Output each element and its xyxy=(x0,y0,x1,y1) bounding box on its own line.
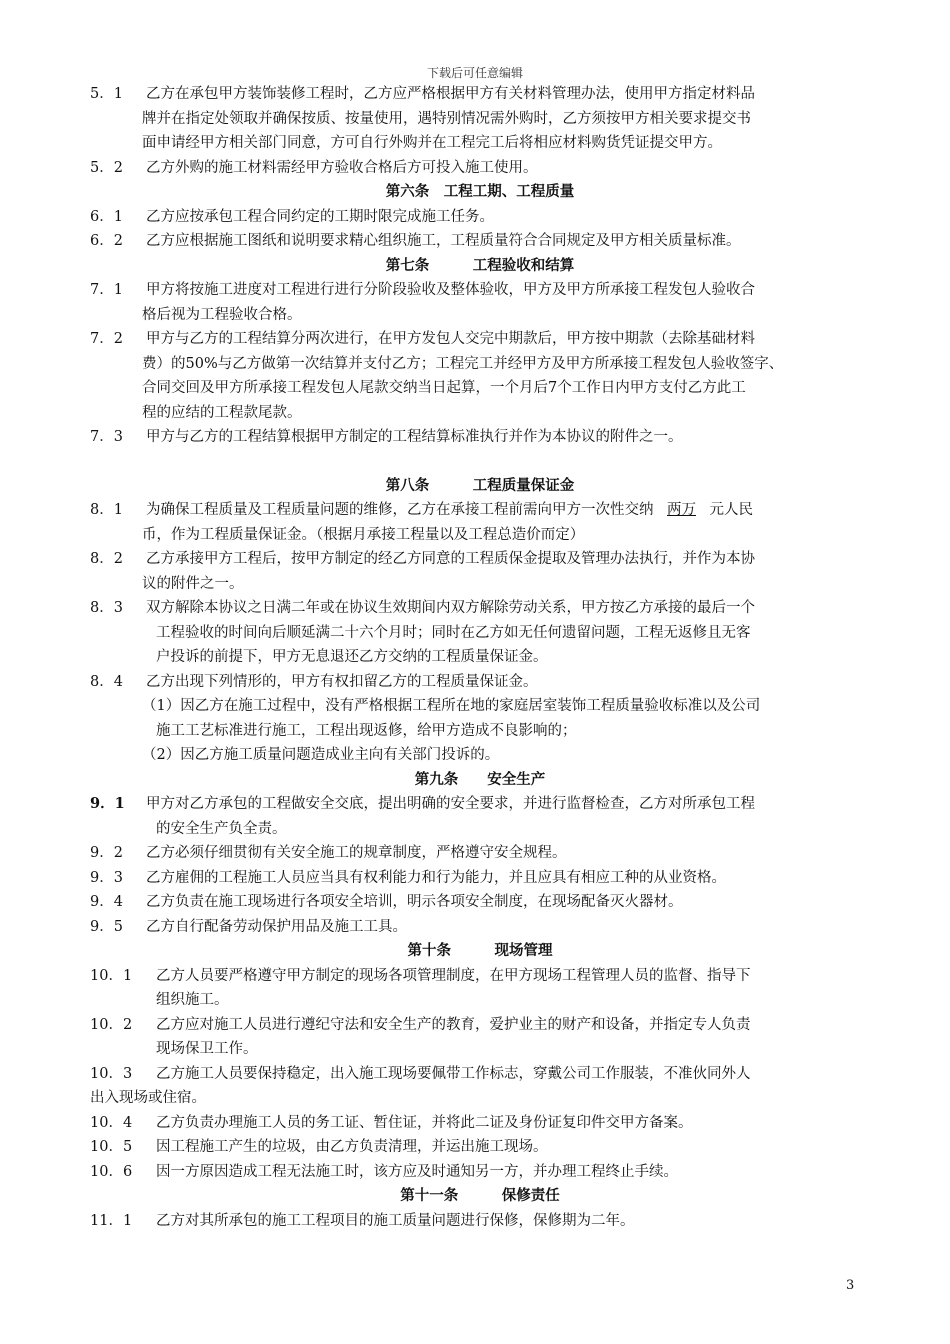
document-body xyxy=(90,82,870,1233)
clause-number: 10．5 xyxy=(90,1139,133,1155)
page-number: 3 xyxy=(846,1278,855,1293)
clause-text: 乙方对其所承包的施工工程项目的施工质量问题进行保修，保修期为二年。 xyxy=(156,1212,635,1229)
spacer xyxy=(90,450,870,474)
article-6-title: 第六条 工程工期、工程质量 xyxy=(385,184,575,200)
clause-7-3 xyxy=(90,425,870,450)
clause-10-3 xyxy=(90,1062,870,1087)
clause-number: 5．2 xyxy=(90,159,123,176)
clause-text-line: 工程验收的时间向后顺延满二十六个月时；同时在乙方如无任何遗留问题，工程无返修且无客 xyxy=(156,624,751,641)
clause-8-1 xyxy=(90,498,870,523)
clause-text: 为确保工程质量及工程质量问题的维修，乙方在承接工程前需向甲方一次性交纳 xyxy=(146,502,654,518)
clause-text-line: 出入现场或住宿。 xyxy=(90,1090,206,1106)
clause-text: 乙方应对施工人员进行遵纪守法和安全生产的教育，爱护业主的财产和设备，并指定专人负责 xyxy=(156,1016,751,1033)
clause-number: 5．1 xyxy=(90,86,123,102)
clause-8-2 xyxy=(90,547,870,572)
clause-7-2 xyxy=(90,327,870,352)
clause-text-line: 议的附件之一。 xyxy=(142,575,244,592)
clause-10-6 xyxy=(90,1160,870,1185)
article-8-title: 第八条 工程质量保证金 xyxy=(385,477,575,494)
article-11-title: 第十一条 保修责任 xyxy=(400,1188,560,1204)
sub-item-1: （1）因乙方在施工过程中，没有严格根据工程所在地的家庭居室装饰工程质量验收标准以及公司 xyxy=(142,698,761,714)
clause-number: 6．2 xyxy=(90,233,123,249)
clause-text-line: 程的应结的工程款尾款。 xyxy=(142,404,302,421)
clause-text: 乙方出现下列情形的，甲方有权扣留乙方的工程质量保证金。 xyxy=(146,673,538,690)
clause-text-line: 的安全生产负全责。 xyxy=(156,820,287,837)
clause-10-4 xyxy=(90,1111,870,1136)
clause-10-5 xyxy=(90,1135,870,1160)
clause-text-line: 牌并在指定处领取并确保按质、按量使用，遇特别情况需外购时，乙方须按甲方相关要求提交书 xyxy=(142,110,751,127)
clause-number: 10．1 xyxy=(90,967,133,984)
clause-text: 乙方负责办理施工人员的务工证、暂住证，并将此二证及身份证复印件交甲方备案。 xyxy=(156,1114,693,1131)
clause-text: 甲方与乙方的工程结算根据甲方制定的工程结算标准执行并作为本协议的附件之一。 xyxy=(146,429,683,445)
article-10-title: 第十条 现场管理 xyxy=(407,943,553,959)
clause-9-2 xyxy=(90,841,870,866)
clause-number: 7．3 xyxy=(90,429,123,445)
clause-text: 乙方必须仔细贯彻有关安全施工的规章制度，严格遵守安全规程。 xyxy=(146,845,567,861)
clause-5-1 xyxy=(90,82,870,107)
clause-number: 8．4 xyxy=(90,673,123,690)
clause-text-line: 现场保卫工作。 xyxy=(156,1041,258,1057)
clause-text-line: 费）的50%与乙方做第一次结算并支付乙方；工程完工并经甲方及甲方所承接工程发包人验收签字、 xyxy=(142,355,784,372)
clause-number: 11．1 xyxy=(90,1212,133,1229)
clause-text: 乙方人员要严格遵守甲方制定的现场各项管理制度，在甲方现场工程管理人员的监督、指导下 xyxy=(156,967,751,984)
clause-text: 甲方与乙方的工程结算分两次进行，在甲方发包人交完中期款后，甲方按中期款（去除基础材料 xyxy=(146,331,755,347)
clause-text: 甲方对乙方承包的工程做安全交底，提出明确的安全要求，并进行监督检查，乙方对所承包工程 xyxy=(146,796,755,812)
clause-8-4 xyxy=(90,670,870,695)
clause-number: 9．5 xyxy=(90,918,123,935)
clause-text: 甲方将按施工进度对工程进行进行分阶段验收及整体验收，甲方及甲方所承接工程发包人验收合 xyxy=(146,282,755,298)
article-9-title: 第九条 安全生产 xyxy=(414,771,546,788)
clause-number: 7．2 xyxy=(90,331,123,347)
clause-9-3 xyxy=(90,866,870,891)
clause-text-line: 格后视为工程验收合格。 xyxy=(142,306,302,323)
clause-text: 乙方承接甲方工程后，按甲方制定的经乙方同意的工程质保金提取及管理办法执行，并作为本协 xyxy=(146,551,755,567)
clause-text: 乙方施工人员要保持稳定，出入施工现场要佩带工作标志，穿戴公司工作服装，不准伙同外人 xyxy=(156,1065,751,1082)
clause-number: 8．1 xyxy=(90,502,123,518)
clause-text: 元人民 xyxy=(709,502,753,518)
sub-item-2: （2）因乙方施工质量问题造成业主向有关部门投诉的。 xyxy=(142,747,500,763)
clause-text: 乙方应根据施工图纸和说明要求精心组织施工，工程质量符合合同规定及甲方相关质量标准。 xyxy=(146,233,741,249)
clause-number: 9．4 xyxy=(90,894,123,910)
clause-text: 乙方在承包甲方装饰装修工程时，乙方应严格根据甲方有关材料管理办法，使用甲方指定材料品 xyxy=(146,86,755,102)
clause-text: 乙方负责在施工现场进行各项安全培训，明示各项安全制度，在现场配备灭火器材。 xyxy=(146,894,683,910)
clause-text: 乙方外购的施工材料需经甲方验收合格后方可投入施工使用。 xyxy=(146,159,538,176)
clause-text: 乙方应按承包工程合同约定的工期时限完成施工任务。 xyxy=(146,208,494,225)
clause-text: 乙方雇佣的工程施工人员应当具有权利能力和行为能力，并且应具有相应工种的从业资格。 xyxy=(146,869,726,886)
deposit-amount: 两万 xyxy=(667,502,696,518)
clause-5-2 xyxy=(90,156,870,181)
clause-number: 9．2 xyxy=(90,845,123,861)
clause-number: 8．2 xyxy=(90,551,123,567)
article-7-title: 第七条 工程验收和结算 xyxy=(385,257,575,274)
clause-6-1 xyxy=(90,205,870,230)
clause-text: 因一方原因造成工程无法施工时，该方应及时通知另一方，并办理工程终止手续。 xyxy=(156,1163,678,1180)
page-header: 下载后可任意编辑 xyxy=(426,66,523,80)
clause-number: 10．4 xyxy=(90,1114,133,1131)
clause-6-2 xyxy=(90,229,870,254)
clause-text: 乙方自行配备劳动保护用品及施工工具。 xyxy=(146,918,407,935)
clause-text: 因工程施工产生的垃圾，由乙方负责清理，并运出施工现场。 xyxy=(156,1139,548,1155)
clause-10-2 xyxy=(90,1013,870,1038)
clause-9-5 xyxy=(90,915,870,940)
clause-9-1 xyxy=(90,792,870,817)
clause-number: 7．1 xyxy=(90,282,123,298)
clause-number: 10．6 xyxy=(90,1163,133,1180)
clause-number: 6．1 xyxy=(90,208,123,225)
clause-11-1 xyxy=(90,1209,870,1234)
clause-10-1 xyxy=(90,964,870,989)
clause-text-line: 合同交回及甲方所承接工程发包人尾款交纳当日起算，一个月后7个工作日内甲方支付乙方此工 xyxy=(142,380,746,396)
clause-number: 9．3 xyxy=(90,869,123,886)
clause-text-line: 施工工艺标准进行施工，工程出现返修，给甲方造成不良影响的； xyxy=(156,722,577,739)
clause-8-3 xyxy=(90,596,870,621)
clause-text: 双方解除本协议之日满二年或在协议生效期间内双方解除劳动关系，甲方按乙方承接的最后一个 xyxy=(146,600,755,616)
clause-number: 9．1 xyxy=(90,795,125,812)
clause-text-line: 币，作为工程质量保证金。（根据月承接工程量以及工程总造价而定） xyxy=(142,526,585,543)
clause-9-4 xyxy=(90,890,870,915)
clause-text-line: 组织施工。 xyxy=(156,992,229,1008)
clause-text-line: 面申请经甲方相关部门同意，方可自行外购并在工程完工后将相应材料购货凭证提交甲方。 xyxy=(142,135,722,151)
clause-text-line: 户投诉的前提下，甲方无息退还乙方交纳的工程质量保证金。 xyxy=(156,649,548,665)
clause-number: 8．3 xyxy=(90,600,123,616)
clause-7-1 xyxy=(90,278,870,303)
clause-number: 10．2 xyxy=(90,1016,133,1033)
clause-number: 10．3 xyxy=(90,1065,133,1082)
